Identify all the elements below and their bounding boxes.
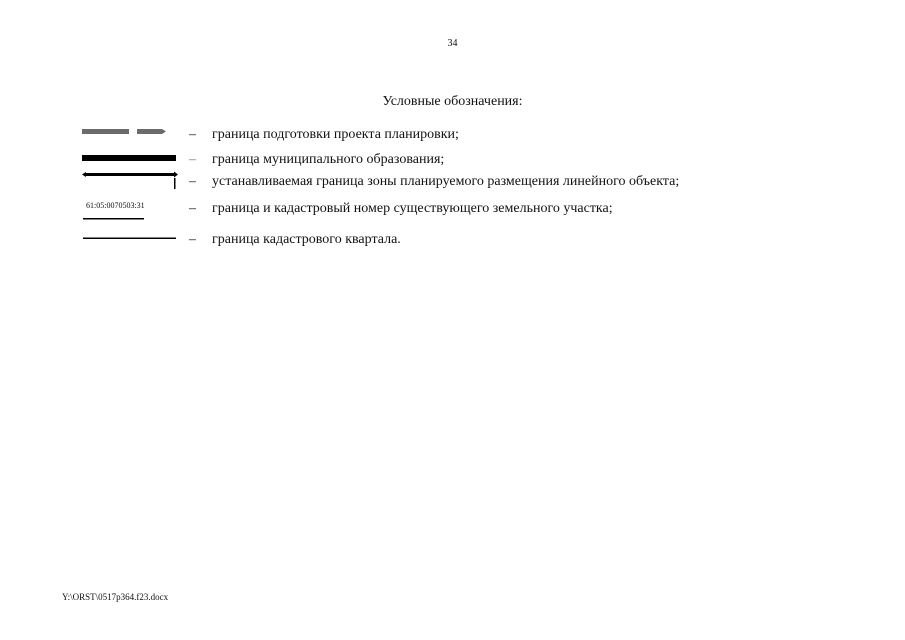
legend-separator: – — [189, 127, 196, 142]
legend-label-linear-object-zone: устанавливаемая граница зоны планируемого размещения линейного объекта; — [212, 174, 680, 189]
thin-black-line-symbol — [82, 229, 182, 251]
legend-separator: – — [189, 152, 196, 167]
arrow-dash-segment — [137, 129, 166, 134]
legend-item-project-boundary — [0, 123, 905, 145]
boundary-line — [85, 173, 174, 176]
legend-separator: – — [189, 174, 196, 189]
thin-line — [83, 238, 176, 240]
page-number: 34 — [447, 38, 458, 49]
parcel-line-rect — [83, 218, 144, 220]
black-line-arrow-tick-symbol — [82, 170, 182, 192]
tick-mark — [174, 178, 176, 189]
legend-separator: – — [189, 232, 196, 247]
parcel-line — [82, 201, 182, 223]
legend-item-cadastral-quarter — [0, 229, 905, 251]
gray-dashed-line-symbol — [82, 123, 182, 145]
legend-label-project-boundary: граница подготовки проекта планировки; — [212, 127, 459, 142]
legend-separator: – — [189, 201, 196, 216]
cadastral-parcel-symbol — [82, 201, 182, 223]
legend-title-text: Условные обозначения: — [382, 94, 523, 109]
legend-item-municipal-boundary — [0, 150, 905, 172]
legend-label-cadastral-quarter: граница кадастрового квартала. — [212, 232, 401, 247]
legend-label-municipal-boundary: граница муниципального образования; — [212, 152, 445, 167]
dash-segment — [82, 129, 129, 134]
legend-item-land-plot — [0, 201, 905, 223]
thick-line — [82, 155, 176, 161]
legend-label-land-plot: граница и кадастровый номер существующего земельного участка; — [212, 201, 613, 216]
right-arrow-cap — [174, 172, 178, 178]
thick-black-line-symbol — [82, 150, 182, 172]
cadastral-number-label: 61:05:0070503:31 — [86, 201, 145, 210]
legend-item-linear-object-zone — [0, 170, 905, 192]
document-file-path: Y:\ORST\0517p364.f23.docx — [62, 592, 169, 602]
